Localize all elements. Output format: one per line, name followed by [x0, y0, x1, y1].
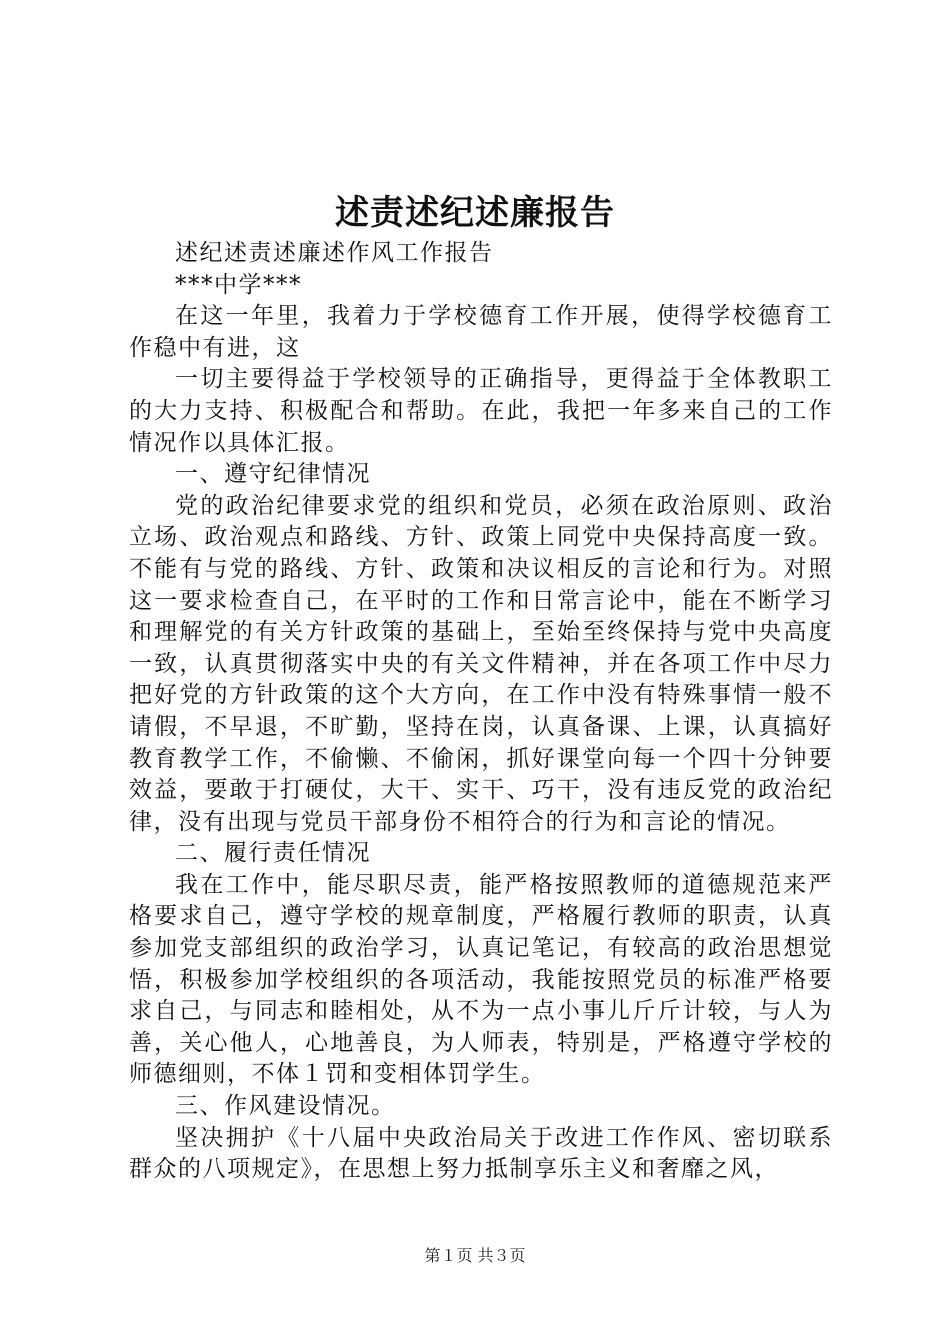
- document-title: 述责述纪述廉报告: [335, 193, 615, 233]
- document-body: [129, 238, 833, 1186]
- paragraph: 坚决拥护《十八届中央政治局关于改进工作作风、密切联系群众的八项规定》，在思想上努力抵制享乐主义和奢靡之风，: [129, 1124, 833, 1183]
- paragraph: 一切主要得益于学校领导的正确指导，更得益于全体教职工的大力支持、积极配合和帮助。在此，我把一年多来自己的工作情况作以具体汇报。: [129, 366, 833, 456]
- section-heading: 二、履行责任情况: [175, 840, 371, 867]
- section-heading: 三、作风建设情况。: [175, 1093, 396, 1120]
- section-heading: 一、遵守纪律情况: [175, 461, 371, 488]
- paragraph: 在这一年里，我着力于学校德育工作开展，使得学校德育工作稳中有进，这: [129, 303, 833, 361]
- paragraph: 我在工作中，能尽职尽责，能严格按照教师的道德规范来严格要求自己，遵守学校的规章制度，严格履行教师的职责，认真参加党支部组织的政治学习，认真记笔记，有较高的政治思想觉悟，积极参加学校组织的各项活动，我能按照党员的标准严格要求自己，与同志和睦相处，从不为一点小事儿斤斤计较，与人为善，关心他人，心地善良，为人师表，特别是，严格遵守学校的师德细则，不体１罚和变相体罚学生。: [129, 871, 833, 1088]
- paragraph-subtitle: 述纪述责述廉述作风工作报告: [175, 240, 494, 266]
- paragraph-author: ***中学***: [175, 271, 302, 298]
- paragraph: 党的政治纪律要求党的组织和党员，必须在政治原则、政治立场、政治观点和路线、方针、政策上同党中央保持高度一致。不能有与党的路线、方针、政策和决议相反的言论和行为。对照这一要求检查自己，在平时的工作和日常言论中，能在不断学习和理解党的有关方针政策的基础上，至始至终保持与党中央高度一致，认真贯彻落实中央的有关文件精神，并在各项工作中尽力把好党的方针政策的这个大方向，在工作中没有特殊事情一般不请假，不早退，不旷勤，坚持在岗，认真备课、上课，认真搞好教育教学工作，不偷懒、不偷闲，抓好课堂向每一个四十分钟要效益，要敢于打硬仗，大干、实干、巧干，没有违反党的政治纪律，没有出现与党员干部身份不相符合的行为和言论的情况。: [129, 492, 833, 835]
- page-footer: 第１页 共３页: [424, 1246, 526, 1265]
